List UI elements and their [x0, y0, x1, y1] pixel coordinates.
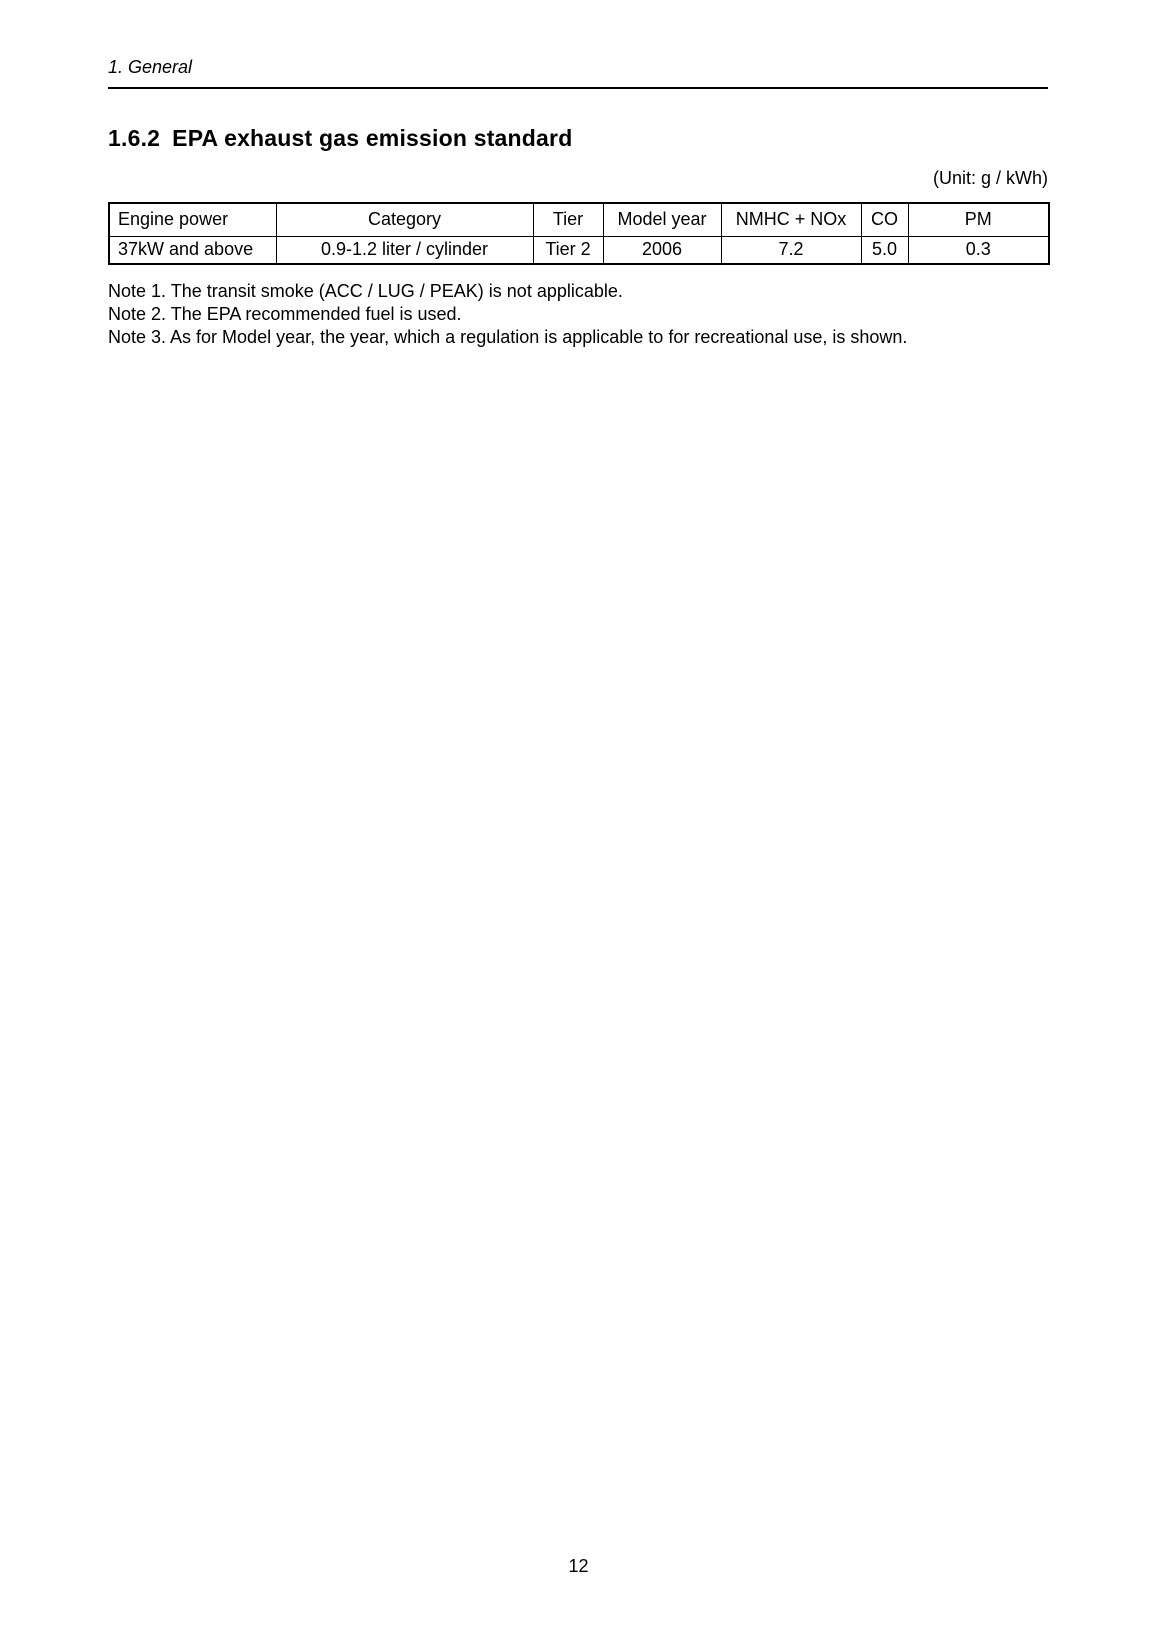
page-number: 12 — [568, 1556, 589, 1576]
cell-model-year: 2006 — [603, 236, 721, 264]
table-row — [109, 236, 1049, 264]
table-header-row — [109, 203, 1049, 236]
notes-block — [108, 280, 1048, 349]
section-number: 1.6.2 — [108, 125, 161, 151]
column-header-pm: PM — [908, 203, 1049, 236]
column-header-category: Category — [276, 203, 533, 236]
column-header-co: CO — [861, 203, 908, 236]
column-header-model-year: Model year — [603, 203, 721, 236]
chapter-header-text: 1. General — [108, 57, 193, 77]
section-heading-text: EPA exhaust gas emission standard — [172, 125, 573, 151]
cell-pm: 0.3 — [908, 236, 1049, 264]
section-title — [108, 125, 1048, 152]
note-line-1: Note 1. The transit smoke (ACC / LUG / PEAK) is not applicable. — [108, 281, 623, 301]
unit-label: (Unit: g / kWh) — [932, 168, 1048, 188]
cell-tier: Tier 2 — [533, 236, 603, 264]
running-header — [108, 57, 1048, 89]
cell-co: 5.0 — [861, 236, 908, 264]
column-header-engine-power: Engine power — [109, 203, 276, 236]
column-header-tier: Tier — [533, 203, 603, 236]
note-line-2: Note 2. The EPA recommended fuel is used. — [108, 304, 462, 324]
emission-standard-table — [108, 202, 1050, 265]
cell-engine-power: 37kW and above — [109, 236, 276, 264]
cell-category: 0.9-1.2 liter / cylinder — [276, 236, 533, 264]
cell-nmhc-nox: 7.2 — [721, 236, 861, 264]
header-rule — [108, 87, 1048, 89]
note-line-3: Note 3. As for Model year, the year, which a regulation is applicable to for recreational use, is shown. — [108, 327, 908, 347]
column-header-nmhc-nox: NMHC + NOx — [721, 203, 861, 236]
